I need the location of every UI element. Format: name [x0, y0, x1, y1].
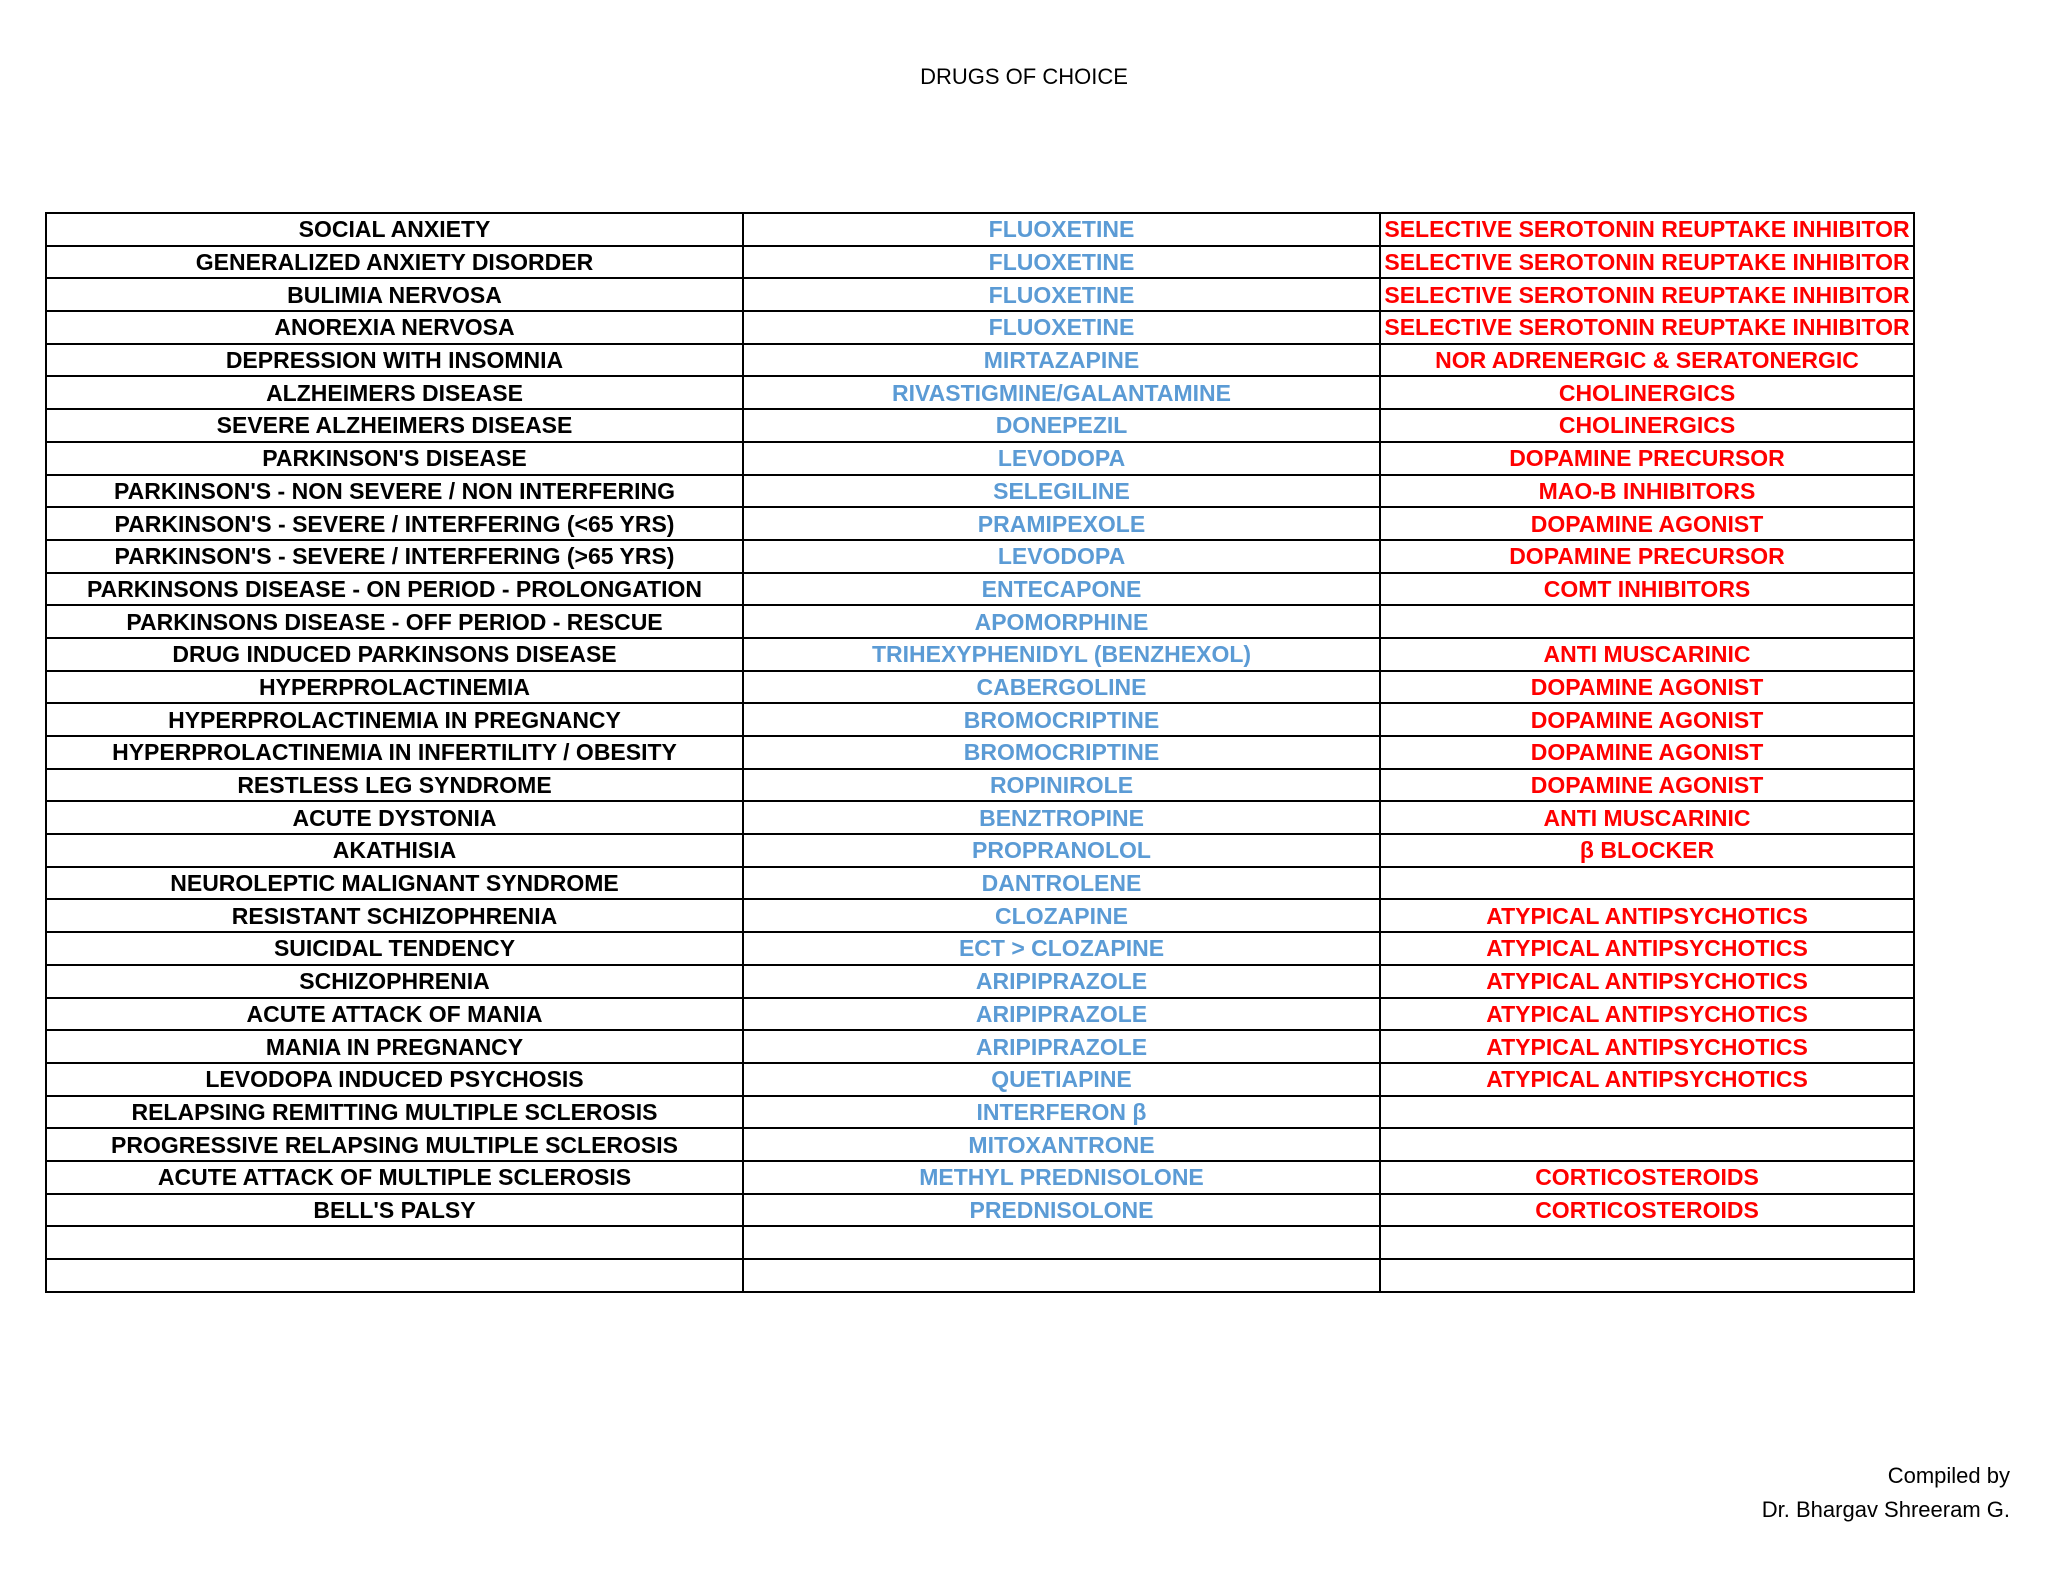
drug-cell: LEVODOPA — [743, 442, 1380, 475]
drug-class-cell: DOPAMINE AGONIST — [1380, 769, 1914, 802]
drug-class-cell: COMT INHIBITORS — [1380, 573, 1914, 606]
drug-cell — [743, 1259, 1380, 1292]
condition-cell: PARKINSON'S - NON SEVERE / NON INTERFERING — [46, 475, 743, 508]
drug-cell: DONEPEZIL — [743, 409, 1380, 442]
table-row — [46, 703, 1914, 736]
condition-cell: PARKINSON'S - SEVERE / INTERFERING (<65 YRS) — [46, 507, 743, 540]
drug-class-cell: DOPAMINE PRECURSOR — [1380, 540, 1914, 573]
drug-cell: PROPRANOLOL — [743, 834, 1380, 867]
table-row — [46, 998, 1914, 1031]
table-row — [46, 213, 1914, 246]
drug-cell: ENTECAPONE — [743, 573, 1380, 606]
credit-compiled-by: Compiled by — [1887, 1463, 2010, 1488]
condition-cell: PARKINSON'S - SEVERE / INTERFERING (>65 YRS) — [46, 540, 743, 573]
condition-cell: ALZHEIMERS DISEASE — [46, 376, 743, 409]
drug-class-cell: NOR ADRENERGIC & SERATONERGIC — [1380, 344, 1914, 377]
drug-class-cell: SELECTIVE SEROTONIN REUPTAKE INHIBITOR — [1380, 311, 1914, 344]
drug-cell: CABERGOLINE — [743, 671, 1380, 704]
drug-class-cell — [1380, 1128, 1914, 1161]
drug-class-cell: ANTI MUSCARINIC — [1380, 801, 1914, 834]
table-row — [46, 409, 1914, 442]
drug-class-cell: CHOLINERGICS — [1380, 376, 1914, 409]
drug-class-cell: β BLOCKER — [1380, 834, 1914, 867]
table-row — [46, 1063, 1914, 1096]
condition-cell: ACUTE ATTACK OF MULTIPLE SCLEROSIS — [46, 1161, 743, 1194]
drug-cell: BENZTROPINE — [743, 801, 1380, 834]
condition-cell: PARKINSON'S DISEASE — [46, 442, 743, 475]
condition-cell: RESTLESS LEG SYNDROME — [46, 769, 743, 802]
drug-cell: METHYL PREDNISOLONE — [743, 1161, 1380, 1194]
condition-cell — [46, 1226, 743, 1259]
drug-cell: PREDNISOLONE — [743, 1194, 1380, 1227]
table-body — [46, 213, 1914, 1292]
drug-class-cell: DOPAMINE AGONIST — [1380, 703, 1914, 736]
drug-class-cell: DOPAMINE AGONIST — [1380, 736, 1914, 769]
table-row — [46, 278, 1914, 311]
table-row — [46, 442, 1914, 475]
condition-cell: PARKINSONS DISEASE - OFF PERIOD - RESCUE — [46, 605, 743, 638]
drug-cell: SELEGILINE — [743, 475, 1380, 508]
drug-cell: CLOZAPINE — [743, 899, 1380, 932]
table-row — [46, 736, 1914, 769]
drug-cell: DANTROLENE — [743, 867, 1380, 900]
drug-class-cell: SELECTIVE SEROTONIN REUPTAKE INHIBITOR — [1380, 246, 1914, 279]
drug-cell: RIVASTIGMINE/GALANTAMINE — [743, 376, 1380, 409]
condition-cell: SCHIZOPHRENIA — [46, 965, 743, 998]
page-title: DRUGS OF CHOICE — [920, 64, 1128, 89]
condition-cell: SEVERE ALZHEIMERS DISEASE — [46, 409, 743, 442]
table-row — [46, 1161, 1914, 1194]
credit-author: Dr. Bhargav Shreeram G. — [1761, 1497, 2010, 1522]
table-row — [46, 801, 1914, 834]
table-row — [46, 1259, 1914, 1292]
drug-cell: INTERFERON β — [743, 1096, 1380, 1129]
drug-class-cell: CORTICOSTEROIDS — [1380, 1161, 1914, 1194]
drug-class-cell: ATYPICAL ANTIPSYCHOTICS — [1380, 965, 1914, 998]
condition-cell: PARKINSONS DISEASE - ON PERIOD - PROLONGATION — [46, 573, 743, 606]
table-row — [46, 932, 1914, 965]
condition-cell: ACUTE ATTACK OF MANIA — [46, 998, 743, 1031]
condition-cell: ACUTE DYSTONIA — [46, 801, 743, 834]
table-row — [46, 1226, 1914, 1259]
condition-cell: ANOREXIA NERVOSA — [46, 311, 743, 344]
drug-class-cell: CORTICOSTEROIDS — [1380, 1194, 1914, 1227]
drug-cell: ARIPIPRAZOLE — [743, 965, 1380, 998]
drug-cell: ARIPIPRAZOLE — [743, 1030, 1380, 1063]
drug-class-cell: ATYPICAL ANTIPSYCHOTICS — [1380, 998, 1914, 1031]
drug-class-cell: DOPAMINE AGONIST — [1380, 507, 1914, 540]
table-row — [46, 834, 1914, 867]
table-row — [46, 376, 1914, 409]
drug-class-cell: MAO-B INHIBITORS — [1380, 475, 1914, 508]
table-row — [46, 311, 1914, 344]
drug-cell: PRAMIPEXOLE — [743, 507, 1380, 540]
table-row — [46, 1128, 1914, 1161]
drug-class-cell: ANTI MUSCARINIC — [1380, 638, 1914, 671]
condition-cell: DRUG INDUCED PARKINSONS DISEASE — [46, 638, 743, 671]
drug-cell: QUETIAPINE — [743, 1063, 1380, 1096]
condition-cell — [46, 1259, 743, 1292]
condition-cell: SOCIAL ANXIETY — [46, 213, 743, 246]
drug-cell: APOMORPHINE — [743, 605, 1380, 638]
drug-class-cell: CHOLINERGICS — [1380, 409, 1914, 442]
table-row — [46, 1030, 1914, 1063]
drug-cell: LEVODOPA — [743, 540, 1380, 573]
drug-cell: ECT > CLOZAPINE — [743, 932, 1380, 965]
condition-cell: HYPERPROLACTINEMIA IN PREGNANCY — [46, 703, 743, 736]
table-row — [46, 1194, 1914, 1227]
condition-cell: HYPERPROLACTINEMIA IN INFERTILITY / OBESITY — [46, 736, 743, 769]
table-row — [46, 769, 1914, 802]
drug-class-cell: DOPAMINE AGONIST — [1380, 671, 1914, 704]
drug-cell: TRIHEXYPHENIDYL (BENZHEXOL) — [743, 638, 1380, 671]
condition-cell: DEPRESSION WITH INSOMNIA — [46, 344, 743, 377]
drug-cell: FLUOXETINE — [743, 246, 1380, 279]
condition-cell: NEUROLEPTIC MALIGNANT SYNDROME — [46, 867, 743, 900]
table-row — [46, 246, 1914, 279]
condition-cell: LEVODOPA INDUCED PSYCHOSIS — [46, 1063, 743, 1096]
table-row — [46, 344, 1914, 377]
condition-cell: GENERALIZED ANXIETY DISORDER — [46, 246, 743, 279]
drugs-table — [45, 212, 1915, 1293]
drug-class-cell: ATYPICAL ANTIPSYCHOTICS — [1380, 932, 1914, 965]
condition-cell: BELL'S PALSY — [46, 1194, 743, 1227]
table-row — [46, 965, 1914, 998]
table-row — [46, 899, 1914, 932]
drug-cell: MIRTAZAPINE — [743, 344, 1380, 377]
drug-class-cell — [1380, 867, 1914, 900]
drug-cell: FLUOXETINE — [743, 311, 1380, 344]
table-row — [46, 1096, 1914, 1129]
drug-class-cell: ATYPICAL ANTIPSYCHOTICS — [1380, 1063, 1914, 1096]
drug-class-cell: SELECTIVE SEROTONIN REUPTAKE INHIBITOR — [1380, 213, 1914, 246]
drug-cell: FLUOXETINE — [743, 213, 1380, 246]
condition-cell: PROGRESSIVE RELAPSING MULTIPLE SCLEROSIS — [46, 1128, 743, 1161]
condition-cell: MANIA IN PREGNANCY — [46, 1030, 743, 1063]
drug-class-cell — [1380, 1226, 1914, 1259]
table-row — [46, 605, 1914, 638]
drug-class-cell: DOPAMINE PRECURSOR — [1380, 442, 1914, 475]
table-row — [46, 867, 1914, 900]
drug-class-cell — [1380, 1096, 1914, 1129]
drug-class-cell — [1380, 605, 1914, 638]
condition-cell: RELAPSING REMITTING MULTIPLE SCLEROSIS — [46, 1096, 743, 1129]
condition-cell: SUICIDAL TENDENCY — [46, 932, 743, 965]
condition-cell: HYPERPROLACTINEMIA — [46, 671, 743, 704]
drug-cell: ROPINIROLE — [743, 769, 1380, 802]
table-row — [46, 540, 1914, 573]
drug-cell: BROMOCRIPTINE — [743, 703, 1380, 736]
drug-class-cell — [1380, 1259, 1914, 1292]
drug-cell: BROMOCRIPTINE — [743, 736, 1380, 769]
table-row — [46, 507, 1914, 540]
drug-class-cell: ATYPICAL ANTIPSYCHOTICS — [1380, 1030, 1914, 1063]
drug-class-cell: SELECTIVE SEROTONIN REUPTAKE INHIBITOR — [1380, 278, 1914, 311]
drug-cell: FLUOXETINE — [743, 278, 1380, 311]
table-row — [46, 671, 1914, 704]
condition-cell: AKATHISIA — [46, 834, 743, 867]
drug-class-cell: ATYPICAL ANTIPSYCHOTICS — [1380, 899, 1914, 932]
drug-cell: ARIPIPRAZOLE — [743, 998, 1380, 1031]
table-row — [46, 573, 1914, 606]
drug-cell — [743, 1226, 1380, 1259]
condition-cell: BULIMIA NERVOSA — [46, 278, 743, 311]
drug-cell: MITOXANTRONE — [743, 1128, 1380, 1161]
condition-cell: RESISTANT SCHIZOPHRENIA — [46, 899, 743, 932]
table-row — [46, 475, 1914, 508]
table-row — [46, 638, 1914, 671]
